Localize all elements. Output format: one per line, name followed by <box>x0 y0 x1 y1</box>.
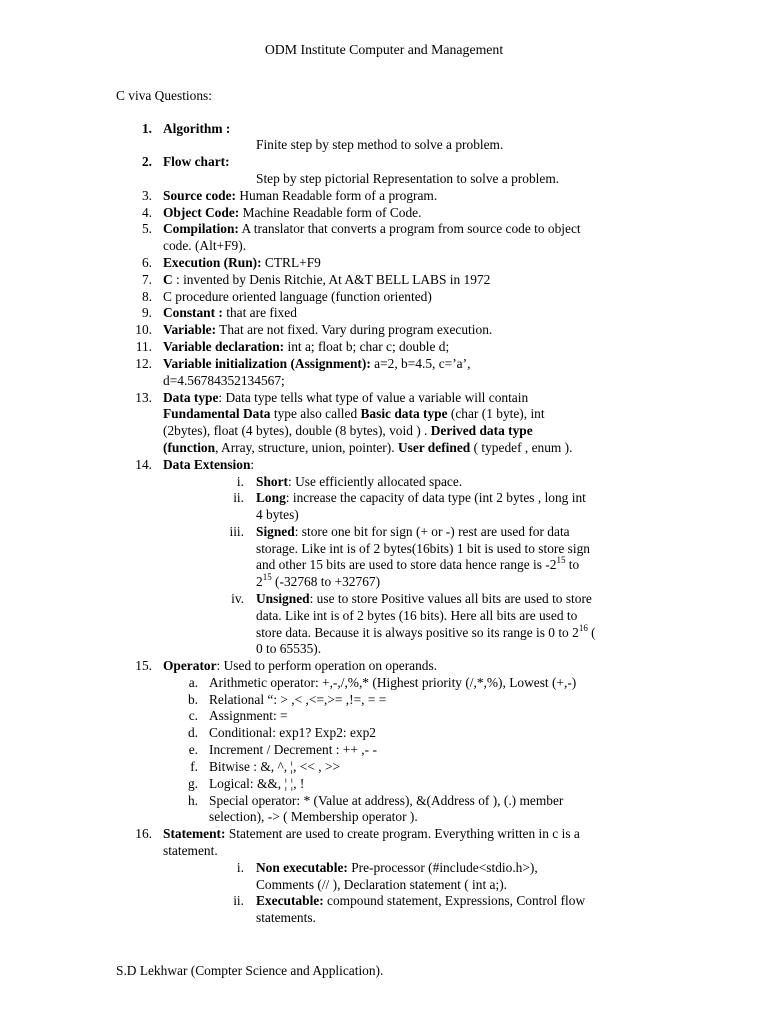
subitem-number: ii. <box>233 490 244 505</box>
item-text-cont: statement. <box>163 843 218 858</box>
subitem-number: iii. <box>229 524 244 539</box>
subitem-text: Long: increase the capacity of data type (int 2 bytes , long int <box>256 490 586 505</box>
subitem-text-cont: statements. <box>256 910 316 925</box>
subitem-text-cont: 0 to 65535). <box>256 641 322 656</box>
operator-special-cont: selection), -> ( Membership operator ). <box>209 809 418 824</box>
operator-increment: Increment / Decrement : ++ ,- - <box>209 742 377 757</box>
section-title: C viva Questions: <box>116 88 212 103</box>
page-header: ODM Institute Computer and Management <box>264 42 504 57</box>
subitem-number: iv. <box>231 591 244 606</box>
operator-relational: Relational “: > ,< ,<=,>= ,!=, = = <box>209 692 387 707</box>
item-text: Constant : that are fixed <box>163 305 297 320</box>
operator-logical: Logical: &&, ¦ ¦, ! <box>209 776 305 791</box>
item-text-cont: d=4.56784352134567; <box>163 373 285 388</box>
subitem-letter: e. <box>188 742 198 757</box>
item-number: 15. <box>135 658 152 673</box>
item-number: 6. <box>141 255 152 270</box>
item-definition: Step by step pictorial Representation to solve a problem. <box>256 171 560 186</box>
item-number: 8. <box>141 289 152 304</box>
item-text: Data type: Data type tells what type of value a variable will contain <box>163 390 529 405</box>
item-number: 13. <box>135 390 152 405</box>
subitem-letter: a. <box>188 675 198 690</box>
subitem-text-cont: 4 bytes) <box>256 507 299 522</box>
subitem-number: ii. <box>233 893 244 908</box>
item-number: 5. <box>141 221 152 236</box>
subitem-text: Executable: compound statement, Expressions, Control flow <box>256 893 586 908</box>
subitem-letter: f. <box>190 759 198 774</box>
item-number: 7. <box>141 272 152 287</box>
subitem-text: Unsigned: use to store Positive values all bits are used to store <box>256 591 592 606</box>
subitem-letter: h. <box>187 793 198 808</box>
subitem-text-cont: storage. Like int is of 2 bytes(16bits) 1 bit is used to store sign <box>256 541 590 556</box>
item-text: Object Code: Machine Readable form of Code. <box>163 205 422 220</box>
subitem-text-cont: data. Like int is of 2 bytes (16 bits). Here all bits are used to <box>256 608 578 623</box>
operator-conditional: Conditional: exp1? Exp2: exp2 <box>209 725 376 740</box>
item-number: 2. <box>141 154 152 169</box>
item-number: 12. <box>135 356 152 371</box>
operator-special: Special operator: * (Value at address), &(Address of ), (.) member <box>209 793 564 808</box>
subitem-number: i. <box>236 474 244 489</box>
item-text-cont: code. (Alt+F9). <box>163 238 247 253</box>
item-number: 16. <box>135 826 152 841</box>
subitem-text-cont: and other 15 bits are used to store data hence range is $-2^{15}$ to <box>256 555 580 572</box>
item-text: Execution (Run): CTRL+F9 <box>163 255 321 270</box>
subitem-text-cont: Comments (// ), Declaration statement ( int a;). <box>256 877 508 892</box>
subitem-text: Signed: store one bit for sign (+ or -) rest are used for data <box>256 524 570 539</box>
item-number: 11. <box>135 339 152 354</box>
subitem-number: i. <box>236 860 244 875</box>
subitem-letter: d. <box>187 725 198 740</box>
subitem-text-cont: $2^{15}$ (-32768 to +32767) <box>256 572 381 589</box>
item-text: Statement: Statement are used to create program. Everything written in c is a <box>163 826 580 841</box>
item-number: 10. <box>135 322 152 337</box>
item-number: 9. <box>141 305 152 320</box>
page-footer: S.D Lekhwar (Compter Science and Application). <box>116 963 384 978</box>
item-number: 1. <box>141 121 152 136</box>
item-number: 14. <box>135 457 152 472</box>
item-text: Variable initialization (Assignment): a=2, b=4.5, c=’a’, <box>163 356 471 371</box>
operator-bitwise: Bitwise : &, ^, ¦, << , >> <box>209 759 341 774</box>
item-text-cont: (function, Array, structure, union, pointer). User defined ( typedef , enum ). <box>163 440 573 455</box>
operator-arithmetic: Arithmetic operator: +,-,/,%,* (Highest priority (/,*,%), Lowest (+,-) <box>209 675 577 690</box>
item-text-cont: (2bytes), float (4 bytes), double (8 bytes), void ) . Derived data type <box>163 423 533 438</box>
item-text: C procedure oriented language (function oriented) <box>163 289 432 304</box>
subitem-letter: c. <box>188 708 198 723</box>
item-text: Data Extension: <box>163 457 255 472</box>
item-term: Flow chart: <box>163 154 230 169</box>
subitem-text: Non executable: Pre-processor (#include<stdio.h>), <box>256 860 538 875</box>
subitem-text-cont: store data. Because it is always positive so its range is 0 to $2^{16}$ ( <box>256 623 596 640</box>
item-number: 3. <box>141 188 152 203</box>
item-text: Source code: Human Readable form of a program. <box>163 188 438 203</box>
item-text: Variable: That are not fixed. Vary during program execution. <box>163 322 493 337</box>
subitem-letter: b. <box>187 692 198 707</box>
item-text: Operator: Used to perform operation on operands. <box>163 658 438 673</box>
item-text-cont: Fundamental Data type also called Basic data type (char (1 byte), int <box>163 406 545 421</box>
item-text: C : invented by Denis Ritchie, At A&T BELL LABS in 1972 <box>163 272 491 287</box>
subitem-letter: g. <box>187 776 198 791</box>
item-definition: Finite step by step method to solve a problem. <box>256 137 504 152</box>
item-term: Algorithm : <box>163 121 231 136</box>
item-text: Compilation: A translator that converts a program from source code to object <box>163 221 581 236</box>
operator-assignment: Assignment: = <box>209 708 288 723</box>
item-text: Variable declaration: int a; float b; char c; double d; <box>163 339 450 354</box>
item-number: 4. <box>141 205 152 220</box>
subitem-text: Short: Use efficiently allocated space. <box>256 474 463 489</box>
